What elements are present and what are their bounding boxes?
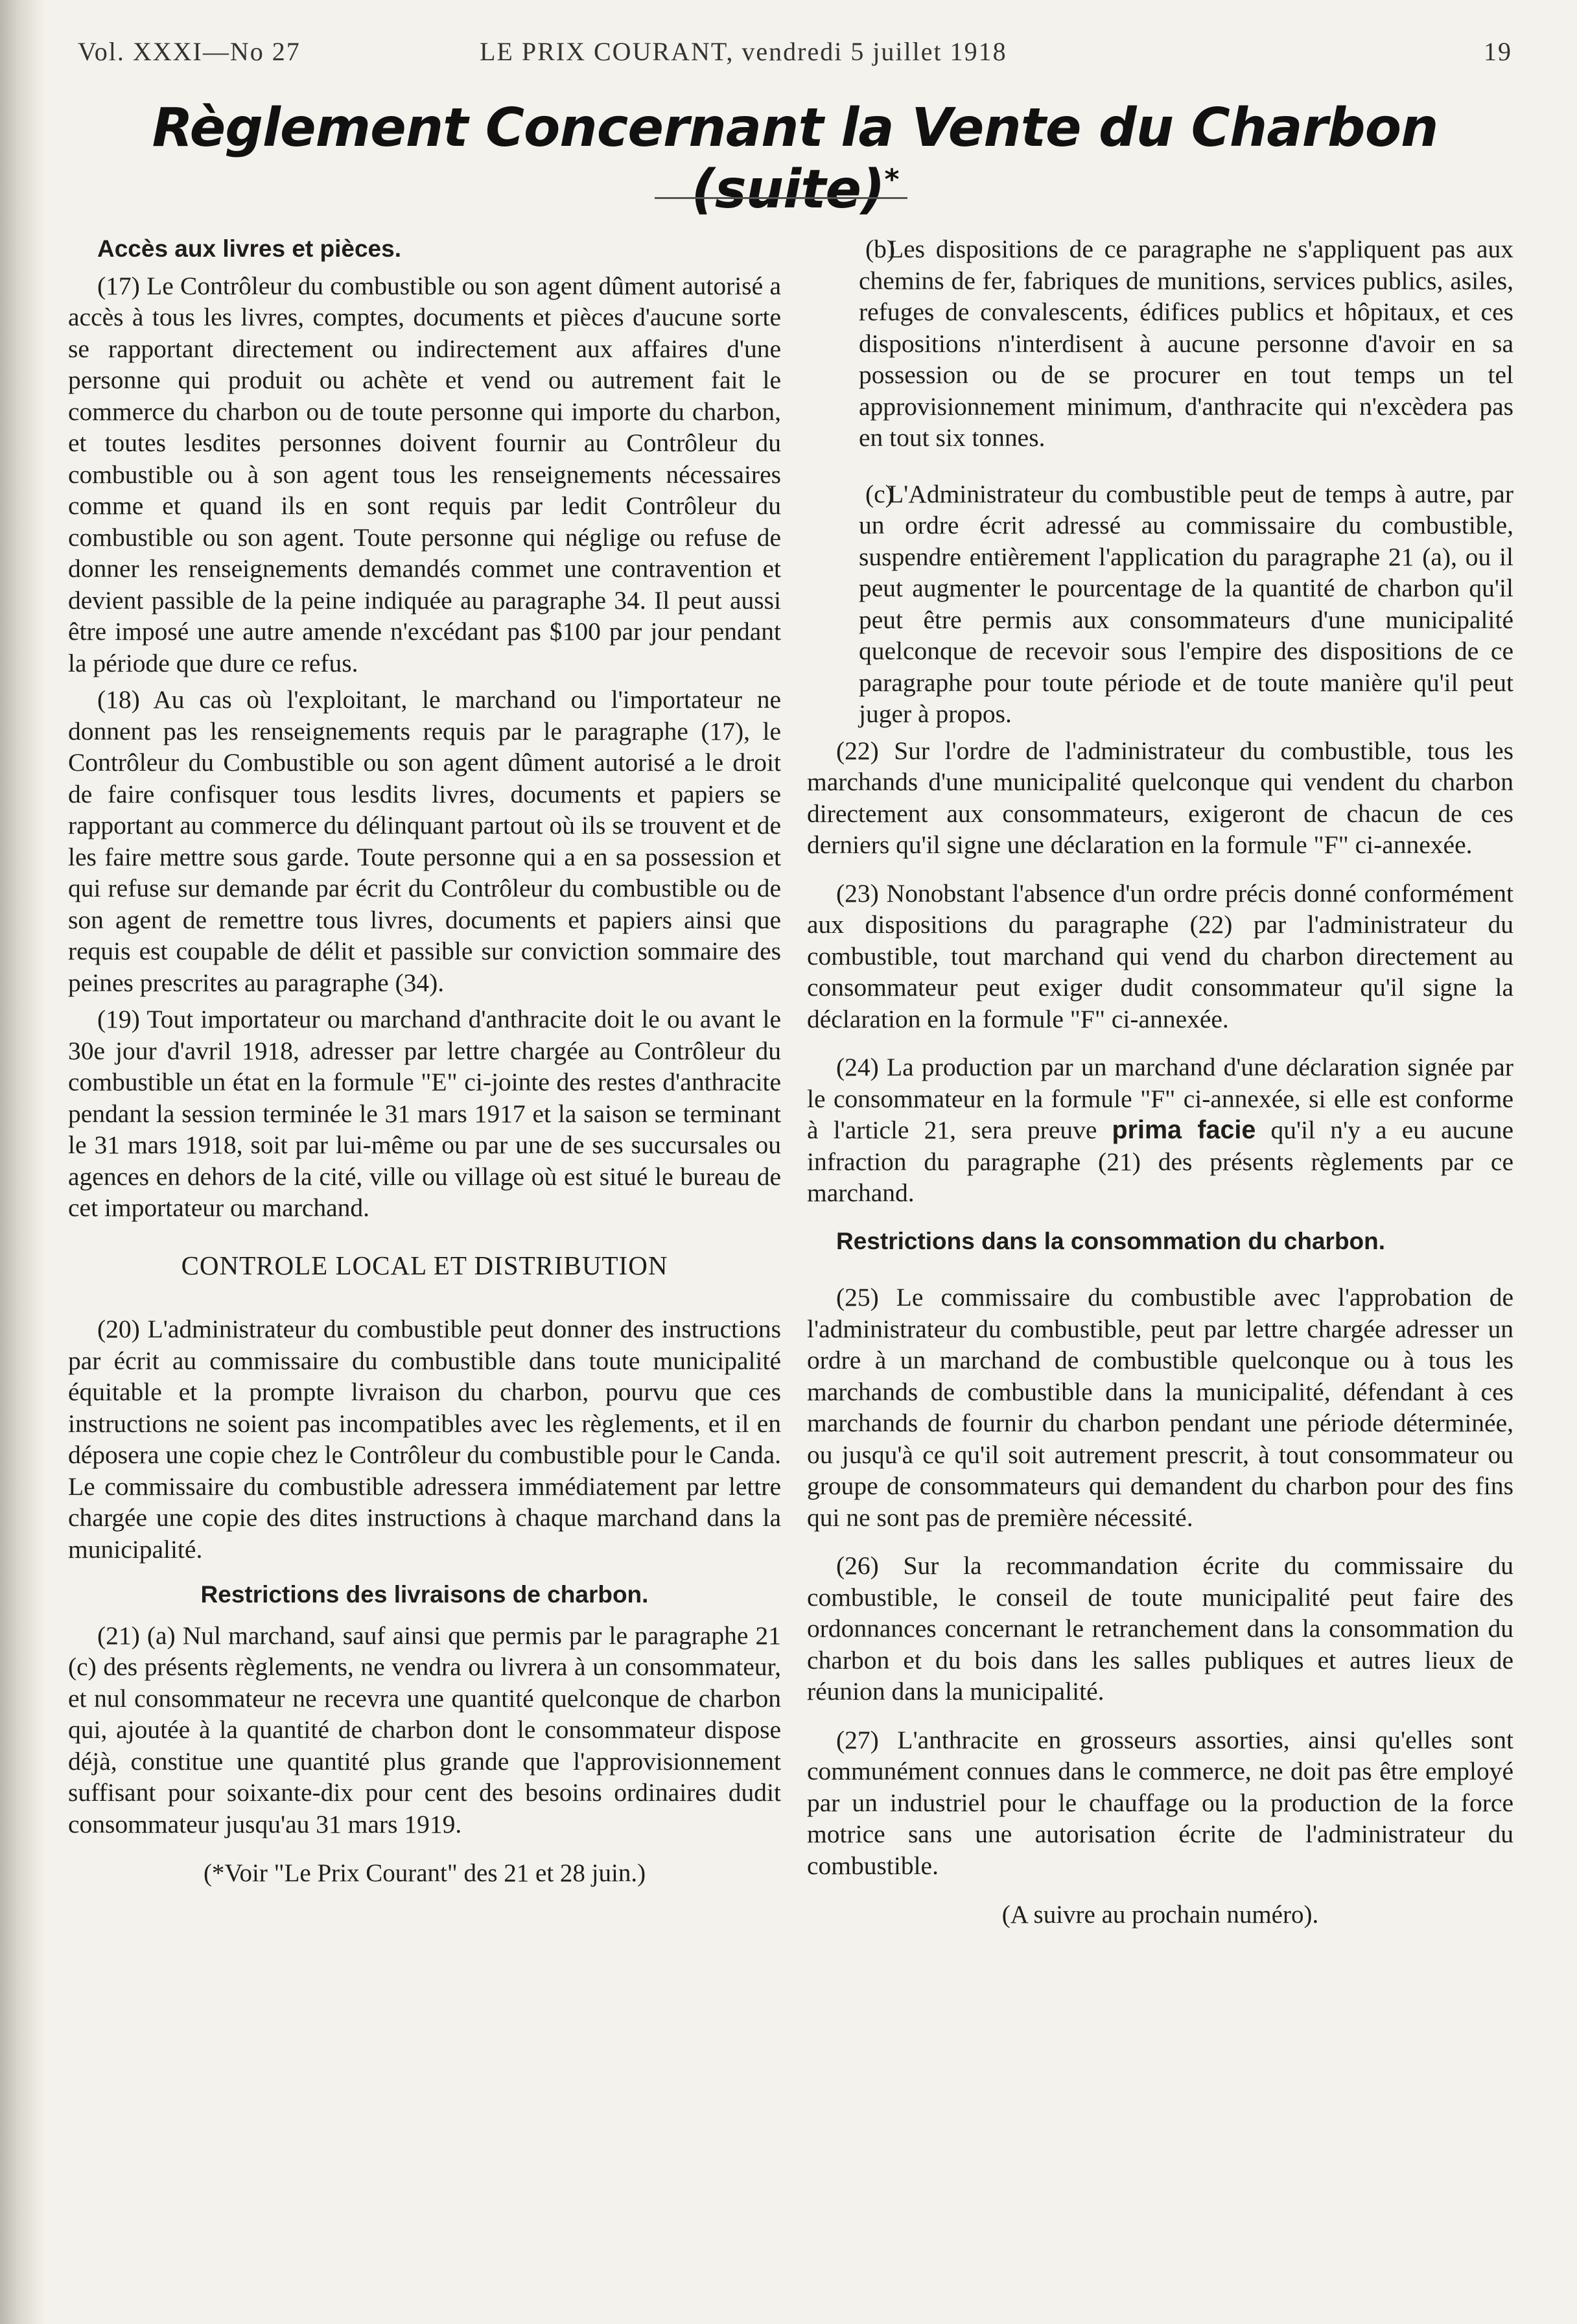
- paragraph-18: (18) Au cas où l'exploitant, le marchand ou l'importateur ne donnent pas les renseignements requis par le paragraphe (17), le Contrôleur du Combustible ou son agent dûment autorisé a le droit de faire confisquer tous lesdits livres, documents et papiers se rapportant au commerce du délinquant partout où ils se trouvent et de les faire mettre sous garde. Toute personne qui a en sa possession et qui refuse sur demande par écrit du Contrôleur du combustible ou de son agent de remettre tous livres, documents et papiers ainsi que requis est coupable de délit et passible sur conviction sommaire des peines prescrites au paragraphe (34).: [68, 685, 781, 997]
- page-number: 19: [1484, 37, 1512, 66]
- title-text: Règlement Concernant la Vente du Charbon (suite): [152, 97, 1438, 220]
- paragraph-27: (27) L'anthracite en grosseurs assorties, ainsi qu'elles sont communément connues dans le commerce, ne doit pas être employé par un industriel pour le chauffage ou la production de la force motrice sans une autorisation écrite de l'administrateur du combustible.: [807, 1725, 1513, 1880]
- spacer: [807, 1262, 1513, 1282]
- paragraph-17: (17) Le Contrôleur du combustible ou son agent dûment autorisé a accès à tous les livres, comptes, documents et pièces d'aucune sorte se rapportant directement ou indirectement aux affaires d'une personne qui produit ou achète et vend ou autrement fait le commerce du charbon ou de toute personne qui importe du charbon, et toutes lesdites personnes doivent fournir au Contrôleur du combustible ou à son agent tous les renseignements nécessaires comme et quand ils en sont requis par ledit Contrôleur du combustible ou son agent. Toute personne qui néglige ou refuse de donner les renseignements demandés commet une contravention et devient passible de la peine indiquée au paragraphe 34. Il peut aussi être imposé une autre amende n'excédant pas $100 par jour pendant la période que dure ce refus.: [68, 271, 781, 677]
- paragraph-21c-label: (c): [865, 479, 894, 508]
- paragraph-21b-label: (b): [865, 235, 896, 263]
- heading-restrictions-livraisons: Restrictions des livraisons de charbon.: [200, 1581, 649, 1608]
- page-title: [78, 97, 1512, 220]
- paragraph-19: (19) Tout importateur ou marchand d'anthracite doit le ou avant le 30e jour d'avril 1918, adresser par lettre chargée au Contrôleur du combustible un état en la formule "E" ci-jointe des restes d'anthracite pendant la session terminée le 31 mars 1917 et la saison se terminant le 31 mars 1918, soit par lui-même ou par une de ses succursales ou agences en dehors de la cité, ville ou village où est situé le bureau de cet importateur ou marchand.: [68, 1005, 781, 1222]
- title-divider: [655, 197, 907, 199]
- paragraph-25: (25) Le commissaire du combustible avec l'approbation de l'administrateur du combustible, peut par lettre chargée adresser un ordre à un marchand de combustible quelconque ou à tous les marchands de combustible dans la municipalité, défendant à ces marchands de fournir du charbon pendant une période déterminée, ou jusqu'à ce qu'il soit autrement prescrit, à tout consommateur ou groupe de consommateurs qui demandent du charbon pour des fins qui ne sont pas de première nécessité.: [807, 1283, 1513, 1532]
- paragraph-20: (20) L'administrateur du combustible peut donner des instructions par écrit au commissaire du combustible dans toute municipalité équitable et la prompte livraison du charbon, pourvu que ces instructions ne soient pas incompatibles avec les règlements, et il en déposera une copie chez le Contrôleur du combustible pour le Canda. Le commissaire du combustible adressera immédiatement par lettre chargée une copie des dites instructions à chaque marchand dans la municipalité.: [68, 1315, 781, 1564]
- publication-line: LE PRIX COURANT, vendredi 5 juillet 1918: [480, 37, 1007, 66]
- spacer: [807, 866, 1513, 878]
- spacer: [807, 1040, 1513, 1051]
- paragraph-21a: (21) (a) Nul marchand, sauf ainsi que permis par le paragraphe 21 (c) des présents règlements, ne vendra ou livrera à un consommateur, et nul consommateur ne recevra une quantité quelconque de charbon qui, ajoutée à la quantité de charbon dont le consommateur dispose déjà, constitue une quantité plus grande que l'approvisionnement suffisant pour soixante-dix pour cent des besoins ordinaires dudit consommateur jusqu'au 31 mars 1919.: [68, 1621, 781, 1838]
- heading-restrictions-consommation: Restrictions dans la consommation du charbon.: [836, 1227, 1386, 1254]
- heading-acces: Accès aux livres et pièces.: [97, 235, 401, 262]
- running-header: [78, 36, 1512, 75]
- paragraph-22: (22) Sur l'ordre de l'administrateur du combustible, tous les marchands d'une municipalité quelconque qui vendent du charbon directement aux consommateurs, exigeront de chacun de ces derniers qu'il signe une déclaration en la formule "F" ci-annexée.: [807, 736, 1513, 859]
- left-column: [68, 233, 781, 1890]
- heading-controle-local: CONTROLE LOCAL ET DISTRIBUTION: [181, 1250, 668, 1280]
- paragraph-21c: [807, 478, 1513, 730]
- continuation-note: (A suivre au prochain numéro).: [1001, 1901, 1319, 1929]
- spacer: [807, 1713, 1513, 1724]
- scanned-page-edge: [0, 0, 45, 2324]
- spacer: [807, 1538, 1513, 1550]
- footnote: (*Voir "Le Prix Courant" des 21 et 28 juin.): [203, 1859, 646, 1887]
- paragraph-24-start: (24) La production par un marchand d'une déclaration signée par le consommateur en la formule "F" ci-annexée, si elle est conforme à l'article 21, sera preuve: [807, 1053, 1513, 1144]
- paragraph-23: (23) Nonobstant l'absence d'un ordre précis donné conformément aux dispositions du paragraphe (22) par l'administrateur du combustible, tout marchand qui vend du charbon directement au consommateur peut exiger dudit consommateur qu'il signe la déclaration en la formule "F" ci-annexée.: [807, 878, 1513, 1033]
- volume-number: Vol. XXXI—No 27: [78, 37, 301, 66]
- paragraph-26: (26) Sur la recommandation écrite du commissaire du combustible, le conseil de toute municipalité peut faire des ordonnances concernant le retranchement dans la consommation du charbon et du bois dans les salles publiques et autres lieux de réunion dans la municipalité.: [807, 1551, 1513, 1706]
- paragraph-21b-text: Les dispositions de ce paragraphe ne s'appliquent pas aux chemins de fer, fabriques de munitions, services publics, asiles, refuges de convalescents, édifices publics et hôpitaux, et ces dispositions n'interdisent à aucune personne d'avoir en sa possession ou de se procurer en tout temps un tel approvisionnement minimum, d'anthracite qui n'excèdera pas en tout six tonnes.: [859, 235, 1513, 452]
- paragraph-24: [807, 1051, 1513, 1209]
- right-column: [807, 233, 1513, 1931]
- paragraph-24-end: qu'il n'y a eu aucune infraction du paragraphe (21) des présents règlements par ce marchand.: [807, 1116, 1513, 1207]
- paragraph-21c-text: L'Administrateur du combustible peut de temps à autre, par un ordre écrit adressé au commissaire du combustible, suspendre entièrement l'application du paragraphe 21 (a), ou il peut augmenter le pourcentage de la quantité de charbon qu'il peut être permis aux consommateurs d'une municipalité quelconque de recevoir sous l'empire des dispositions de ce paragraphe pour toute période et de toute manière qu'il peut juger à propos.: [859, 479, 1513, 728]
- prima-facie-term: prima facie: [1112, 1116, 1256, 1144]
- paragraph-21b: [807, 233, 1513, 454]
- spacer: [807, 1214, 1513, 1226]
- spacer: [807, 459, 1513, 478]
- title-footnote-marker: *: [884, 163, 899, 196]
